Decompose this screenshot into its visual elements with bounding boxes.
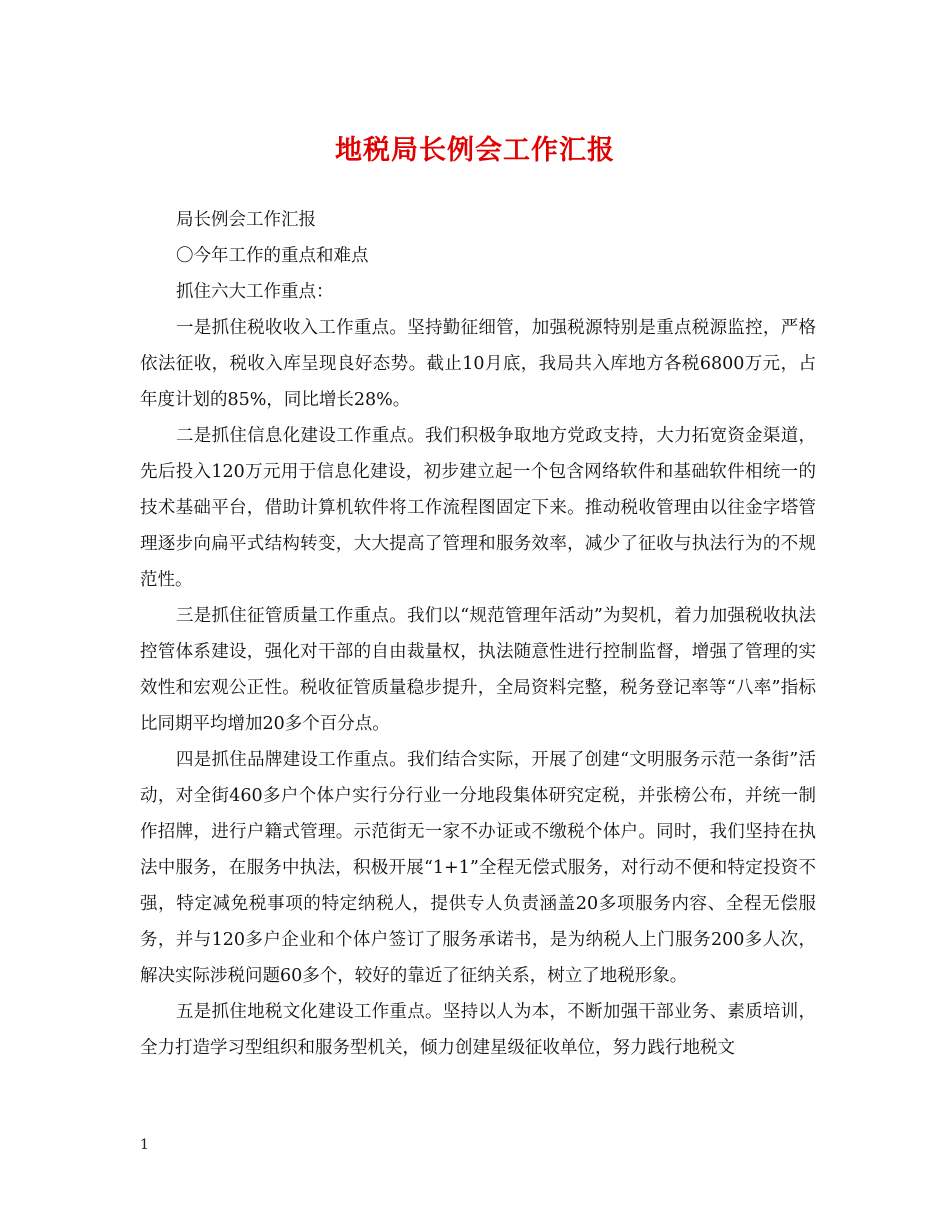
paragraph-heading: 局长例会工作汇报: [176, 210, 316, 230]
paragraph-section: 〇今年工作的重点和难点: [176, 246, 369, 266]
paragraph-point-5: 五是抓住地税文化建设工作重点。坚持以人为本，不断加强干部业务、素质培训，全力打造学习型组织和服务型机关，倾力创建星级征收单位，努力践行地税文: [140, 1002, 816, 1058]
document-title: 地税局长例会工作汇报: [335, 135, 615, 166]
paragraph-intro: 抓住六大工作重点：: [176, 282, 334, 302]
document-body: [140, 202, 816, 1066]
paragraph-point-4: 四是抓住品牌建设工作重点。我们结合实际，开展了创建“文明服务示范一条街”活动，对全街460多户个体户实行分行业一分地段集体研究定税，并张榜公布，并统一制作招牌，进行户籍式管理。示范街无一家不办证或不缴税个体户。同时，我们坚持在执法中服务，在服务中执法，积极开展“1+1”全程无偿式服务，对行动不便和特定投资不强，特定减免税事项的特定纳税人，提供专人负责涵盖20多项服务内容、全程无偿服务，并与120多户企业和个体户签订了服务承诺书，是为纳税人上门服务200多人次，解决实际涉税问题60多个，较好的靠近了征纳关系，树立了地税形象。: [140, 750, 816, 986]
paragraph-point-1: 一是抓住税收收入工作重点。坚持勤征细管，加强税源特别是重点税源监控，严格依法征收，税收入库呈现良好态势。截止10月底，我局共入库地方各税6800万元，占年度计划的85%，同比增长28%。: [140, 318, 816, 410]
paragraph-point-2: 二是抓住信息化建设工作重点。我们积极争取地方党政支持，大力拓宽资金渠道，先后投入120万元用于信息化建设，初步建立起一个包含网络软件和基础软件相统一的技术基础平台，借助计算机软件将工作流程图固定下来。推动税收管理由以往金字塔管理逐步向扁平式结构转变，大大提高了管理和服务效率，减少了征收与执法行为的不规范性。: [140, 426, 816, 590]
paragraph-point-3: 三是抓住征管质量工作重点。我们以“规范管理年活动”为契机，着力加强税收执法控管体系建设，强化对干部的自由裁量权，执法随意性进行控制监督，增强了管理的实效性和宏观公正性。税收征管质量稳步提升，全局资料完整，税务登记率等“八率”指标比同期平均增加20多个百分点。: [140, 606, 816, 734]
page-number: 1: [140, 1137, 149, 1153]
